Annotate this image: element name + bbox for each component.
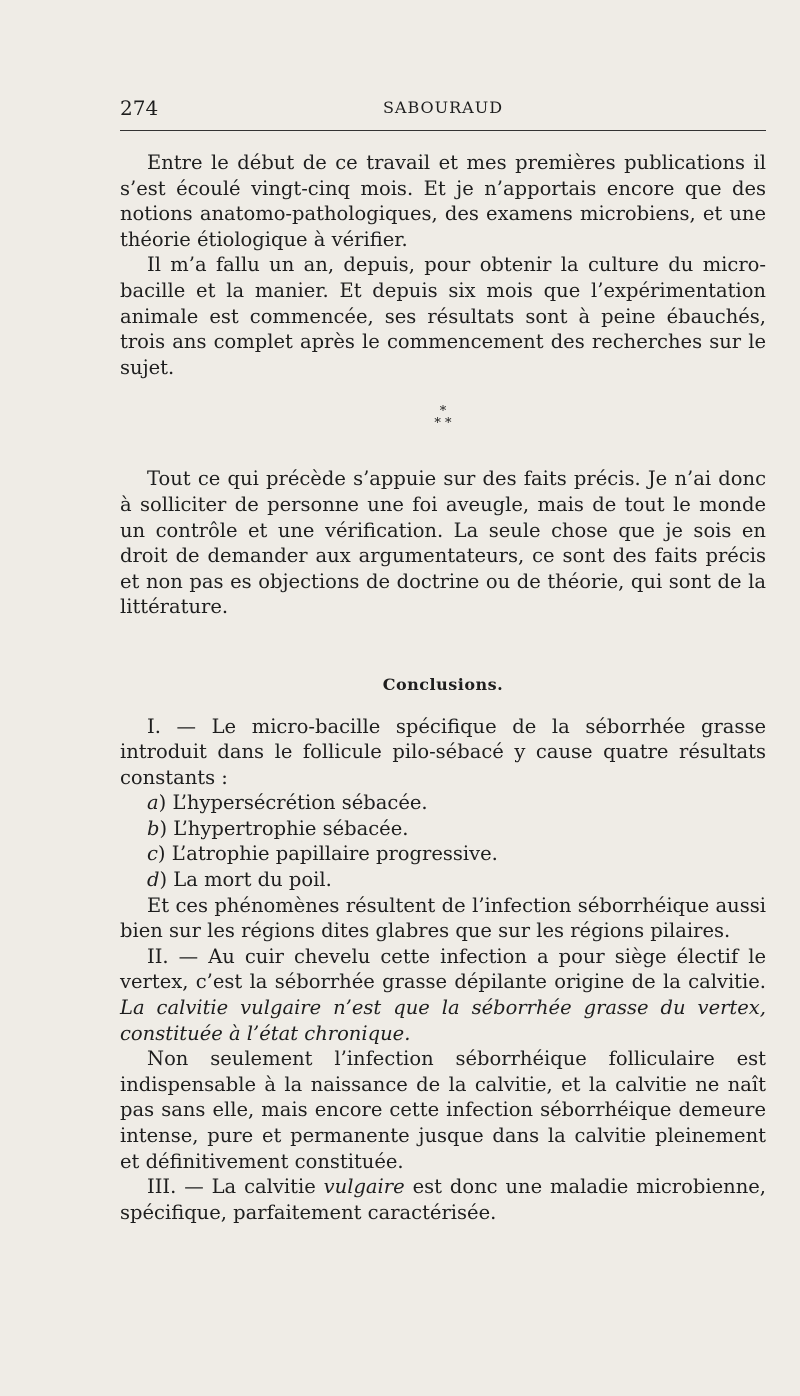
running-title: SABOURAUD: [382, 98, 504, 117]
section-asterism: [120, 406, 766, 430]
conclusion-3-italic: vulgaire: [323, 1175, 405, 1199]
section-heading: Conclusions.: [382, 674, 504, 694]
page-number: 274: [120, 96, 159, 120]
asterism-bottom: * *: [434, 416, 452, 432]
paragraph-3: Tout ce qui précède s’appuie sur des faits précis. Je n’ai donc à solliciter de personne une foi aveugle, mais de tout le monde un contrôle et une vérification. La seule chose que je sois en droit de demander aux argumentateurs, ce sont des faits précis et non pas es objections de doctrine ou de théorie, qui sont de la littérature.: [120, 467, 766, 619]
body-text: [120, 150, 766, 1225]
conclusion-3: [120, 1174, 766, 1225]
list-item-text: L’hypertrophie sébacée.: [167, 816, 409, 840]
conclusion-3-lead: III. — La calvitie: [147, 1175, 324, 1199]
list-item-letter: d: [147, 868, 160, 892]
paragraph-1: Entre le début de ce travail et mes premières publications il s’est écoulé vingt-cinq mois. Et je n’apportais encore que des notions anatomo-pathologiques, des examens microbiens, et une théorie étiologique à vérifier.: [120, 151, 766, 251]
conclusion-2-lead: II. — Au cuir chevelu cette infection a pour siège électif le vertex, c’est la séborrhée grasse dépilante origine de la calvitie.: [120, 944, 766, 994]
list-item-text: L’hypersécrétion sébacée.: [166, 791, 428, 815]
list-item-text: La mort du poil.: [167, 868, 332, 892]
paragraph-2: Il m’a fallu un an, depuis, pour obtenir la culture du micro-bacille et la manier. Et depuis six mois que l’expérimentation animale est commencée, ses résultats sont à peine ébauchés, trois ans complet après le commencement des recherches sur le sujet.: [120, 253, 766, 379]
list-item-letter: c: [147, 842, 158, 866]
conclusion-3-tail: est donc une maladie microbienne, spécifique, parfaitement caractérisée.: [120, 1175, 766, 1224]
list-item: d) La mort du poil.: [147, 868, 332, 892]
list-item-letter: a: [147, 791, 159, 815]
conclusion-2-followup: Non seulement l’infection séborrhéique folliculaire est indispensable à la naissance de la calvitie, et la calvitie ne naît pas sans elle, mais encore cette infection séborrhéique demeure intense, pure et permanente jusque dans la calvitie pleinement et définitivement constituée.: [120, 1047, 766, 1173]
page-header: [120, 96, 766, 124]
conclusion-1-followup: Et ces phénomènes résultent de l’infection séborrhéique aussi bien sur les régions dites glabres que sur les régions pilaires.: [120, 893, 766, 943]
header-rule: [120, 130, 766, 131]
list-item-letter: b: [147, 816, 160, 840]
list-item-text: L’atrophie papillaire progressive.: [165, 842, 498, 866]
list-item: c) L’atrophie papillaire progressive.: [147, 842, 498, 866]
conclusion-2: [120, 944, 766, 1046]
asterism-top: *: [439, 404, 447, 420]
conclusion-2-italic: La calvitie vulgaire n’est que la séborrhée grasse du vertex, constituée à l’état chronique.: [120, 996, 766, 1045]
list-item: b) L’hypertrophie sébacée.: [147, 816, 409, 840]
conclusion-1: I. — Le micro-bacille spécifique de la séborrhée grasse introduit dans le follicule pilo-sébacé y cause quatre résultats constants :: [120, 714, 766, 789]
list-item: a) L’hypersécrétion sébacée.: [147, 791, 428, 815]
